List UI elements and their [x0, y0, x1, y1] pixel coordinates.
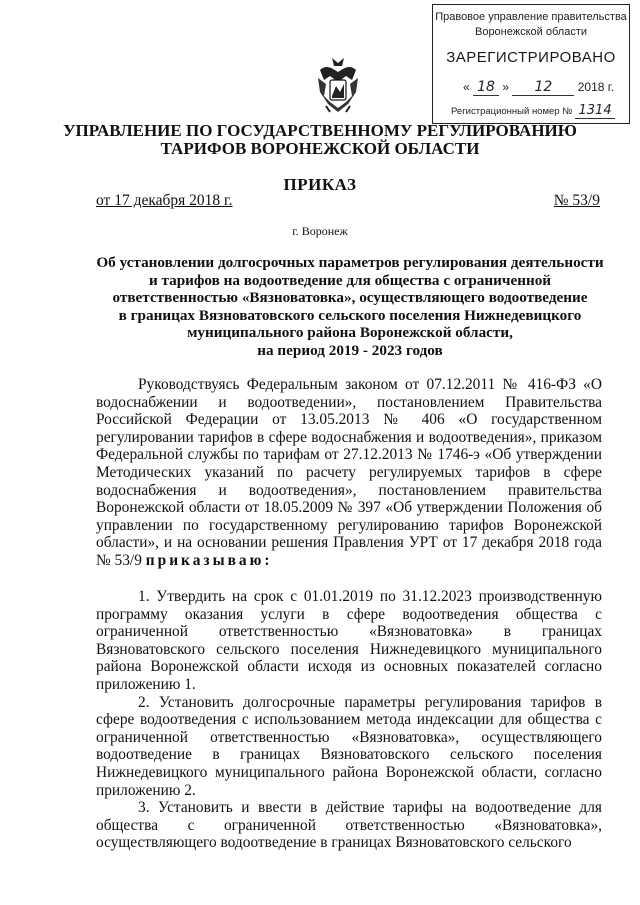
preamble-text: Руководствуясь Федеральным законом от 07.12.2011 № 416-ФЗ «О водоснабжении и водоотведении», постановлением Правительства Российской Федерации от 13.05.2013 № 406 «О государственном регулировании тарифов в сфере водоснабжения и водоотведения», приказом Федеральной службы по тарифам от 27.12.2013 № 1746-э «Об утверждении Методических указаний по расчету регулируемых тарифов в сфере водоснабжения и водоотведения», постановлением правительства Воронежской области от 18.05.2009 № 397 «Об утверждении Положения об управлении по государственному регулированию тарифов Воронежской области», и на основании решения Правления УРТ от 17 декабря 2018 года № 53/9 [96, 376, 602, 569]
stamp-date [463, 79, 614, 96]
preamble-paragraph [96, 376, 602, 570]
document-city: г. Воронеж [292, 224, 348, 238]
stamp-org-line1: Правовое управление правительства [435, 11, 627, 23]
stamp-registered-label: ЗАРЕГИСТРИРОВАНО [446, 49, 616, 66]
registration-stamp [432, 4, 630, 124]
stamp-reg-value: 1314 [575, 103, 615, 119]
org-name-line1: УПРАВЛЕНИЕ ПО ГОСУДАРСТВЕННОМУ РЕГУЛИРОВАНИЮ [63, 121, 577, 140]
order-item-2: 2. Установить долгосрочные параметры регулирования тарифов в сфере водоотведения с использованием метода индексации для общества с ограниченной ответственностью «Вязноватовка», осуществляющего водоотведение в границах Вязноватовского сельского поселения Нижнедевицкого муниципального района Воронежской области, согласно приложению 2. [96, 693, 602, 799]
stamp-date-month: 12 [512, 79, 574, 96]
document-type: ПРИКАЗ [283, 175, 357, 194]
stamp-date-open-quote: « [463, 80, 470, 94]
subject-line: Об установлении долгосрочных параметров регулирования деятельности [96, 254, 604, 271]
stamp-date-year: 2018 г. [577, 80, 615, 94]
subject-line: на период 2019 - 2023 годов [257, 341, 443, 359]
document-subject [82, 254, 618, 359]
order-item-3: 3. Установить и ввести в действие тарифы на водоотведение для общества с ограниченной ответственностью «Вязноватовка», осуществляющего водоотведение в границах Вязноватовского сельского [96, 799, 602, 852]
order-word: приказываю: [145, 551, 273, 569]
subject-line: в границах Вязноватовского сельского поселения Нижнедевицкого [118, 306, 582, 324]
subject-line: ответственностью «Вязноватовка», осуществляющего водоотведение [112, 289, 588, 306]
stamp-reg-number [451, 103, 615, 119]
stamp-date-day: 18 [473, 79, 499, 96]
preamble [96, 376, 602, 570]
org-name-line2: ТАРИФОВ ВОРОНЕЖСКОЙ ОБЛАСТИ [160, 139, 480, 158]
stamp-date-close-quote: » [502, 80, 510, 94]
coat-of-arms-icon [316, 56, 360, 114]
order-items [96, 588, 602, 852]
order-item-1: 1. Утвердить на срок с 01.01.2019 по 31.12.2023 производственную программу оказания услуги в сфере водоотведения общества с ограниченной ответственностью «Вязноватовка» в границах Вязноватовского сельского поселения Нижнедевицкого муниципального района Воронежской области исходя из основных показателей согласно приложению 1. [96, 588, 602, 693]
stamp-org-line2: Воронежской области [474, 26, 587, 38]
document-number: № 53/9 [553, 192, 600, 209]
stamp-reg-label: Регистрационный номер № [451, 106, 573, 117]
subject-line: и тарифов на водоотведение для общества с ограниченной [148, 271, 552, 289]
document-date: от 17 декабря 2018 г. [96, 192, 233, 209]
subject-line: муниципального района Воронежской области, [187, 324, 513, 341]
